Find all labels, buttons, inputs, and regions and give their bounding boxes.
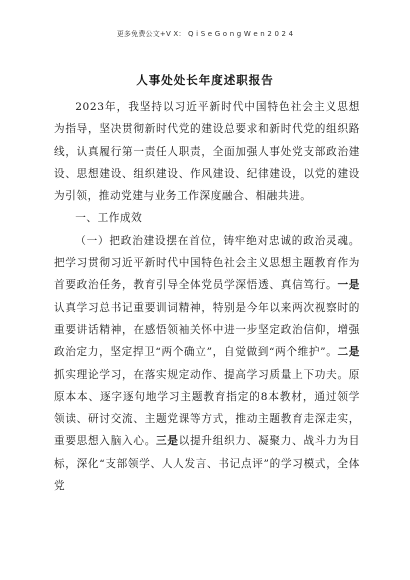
document-body xyxy=(54,96,360,497)
intro-paragraph: 2023年，我坚持以习近平新时代中国特色社会主义思想为指导，坚决贯彻新时代党的建设总要求和新时代党的组织路线，认真履行第一责任人职责，全面加强人事处党支部政治建设、思想建设、组织建设、作风建设、纪律建设，以党的建设为引领，推动党建与业务工作深度融合、相融共进。 xyxy=(54,101,360,203)
point-text-1: 认真学习总书记重要训词精神，特别是今年以来两次视察时的重要讲话精神，在感悟领袖关怀中进一步坚定政治信仰，增强政治定力，坚定捍卫“两个确立”，自觉做到“两个维护”。 xyxy=(54,301,360,359)
subsection-paragraph xyxy=(54,230,360,498)
point-marker-2: 二是 xyxy=(337,346,360,359)
point-text-2: 抓实理论学习，在落实规定动作、提高学习质量上下功夫。原原本本、逐字逐句地学习主题教育指定的8本教材，通过领学领读、研讨交流、主题党课等方式，推动主题教育走深走实，重要思想入脑入心。 xyxy=(54,368,360,448)
point-marker-1: 一是 xyxy=(337,279,361,292)
section-heading: 一、工作成效 xyxy=(75,212,143,225)
document-title: 人事处处长年度述职报告 xyxy=(136,73,274,87)
subsection-lead: （一）把政治建设摆在首位，铸牢绝对忠诚的政治灵魂。把学习贯彻习近平新时代中国特色社会主义思想主题教育作为首要政治任务，教育引导全体党员学深悟透、真信笃行。 xyxy=(54,234,360,292)
point-marker-3: 三是 xyxy=(156,435,179,448)
point-text-3: 以提升组织力、凝聚力、战斗力为目标，深化“支部领学、人人发言、书记点评”的学习模式，全体党 xyxy=(54,435,360,493)
header-note: 更多免费公文+V X： Q i S e G o n g W e n 2 0 2 4 xyxy=(116,30,294,38)
